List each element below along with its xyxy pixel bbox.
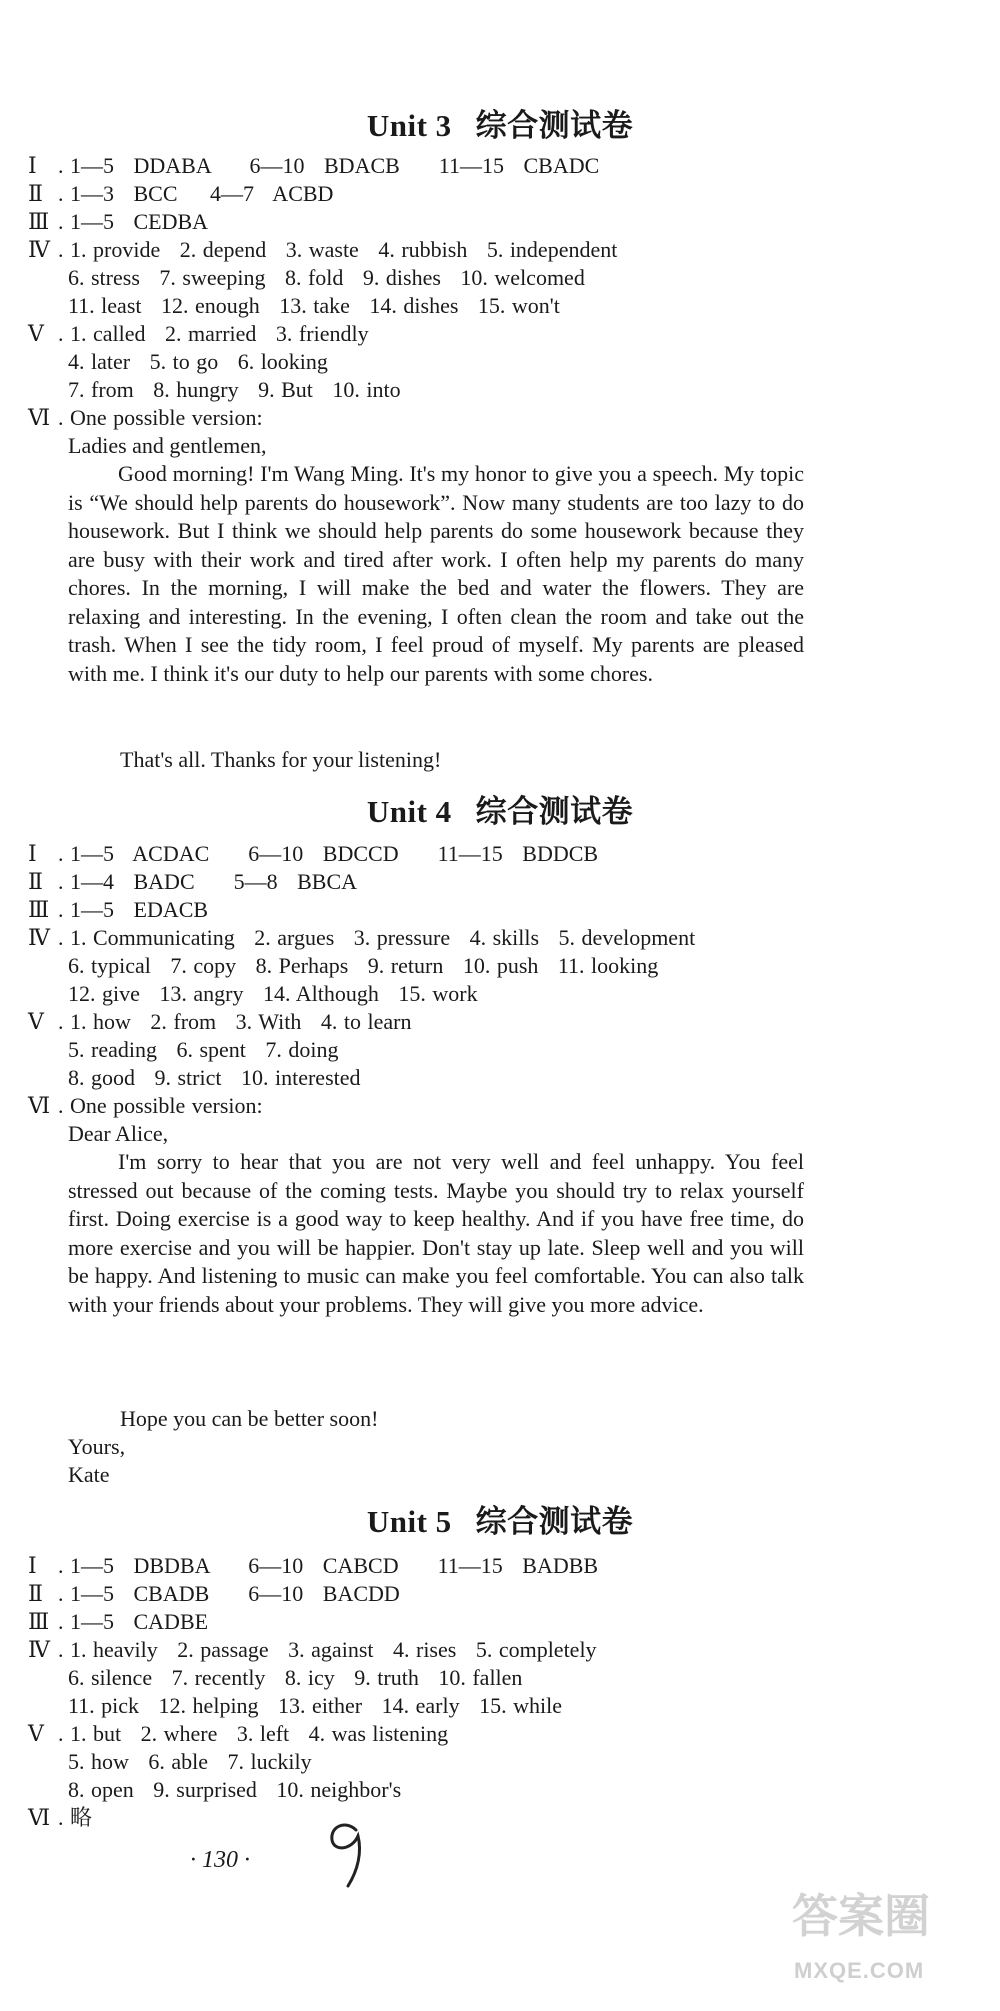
unit-4-line-7 (28, 1008, 411, 1036)
answer-text: . 1—5 EDACB (58, 897, 209, 922)
answer-text: 8. good 9. strict 10. interested (68, 1065, 361, 1090)
unit-5-line-5 (68, 1664, 522, 1692)
answer-text: 6. typical 7. copy 8. Perhaps 9. return 10. push 11. looking (68, 953, 659, 978)
answer-text: . 1—5 CBADB 6—10 BACDD (58, 1581, 400, 1606)
unit-4-title-cn: 综合测试卷 (475, 794, 634, 829)
answer-text: 12. give 13. angry 14. Although 15. work (68, 981, 478, 1006)
watermark-logo: 答案圈 (792, 1889, 930, 1943)
answer-text: . One possible version: (58, 405, 263, 430)
unit-3-line-8 (68, 348, 328, 376)
unit-3-line-3 (28, 208, 208, 236)
section-numeral: Ⅴ (28, 321, 44, 346)
unit-4-line-9 (68, 1064, 361, 1092)
page-number: · 130 · (190, 1847, 250, 1873)
answer-text: 11. least 12. enough 13. take 14. dishes 15. won't (68, 293, 560, 318)
answer-text: . 1. called 2. married 3. friendly (58, 321, 369, 346)
section-numeral: Ⅳ (28, 925, 50, 950)
unit-3-essay-closing: That's all. Thanks for your listening! (120, 747, 442, 772)
unit-3-line-9 (68, 376, 401, 404)
section-numeral: Ⅵ (28, 405, 51, 430)
answer-text: 6. silence 7. recently 8. icy 9. truth 10. fallen (68, 1665, 523, 1690)
handwritten-mark (318, 1812, 378, 1897)
section-numeral: Ⅲ (28, 1609, 50, 1634)
unit-4-line-1 (28, 840, 598, 868)
answer-text: 6. stress 7. sweeping 8. fold 9. dishes 10. welcomed (68, 265, 585, 290)
section-numeral: Ⅴ (28, 1721, 44, 1746)
answer-text: 8. open 9. surprised 10. neighbor's (68, 1777, 402, 1802)
unit-5-title-en: Unit 5 (366, 1504, 452, 1539)
answer-text: . 1—5 DDABA 6—10 BDACB 11—15 CBADC (58, 153, 600, 178)
watermark-site: MXQE.COM (794, 1958, 925, 1983)
unit-5-line-6 (68, 1692, 562, 1720)
unit-3-essay-paragraph: Good morning! I'm Wang Ming. It's my honor to give you a speech. My topic is “We should help parents do housework”. Now many students are too lazy to do housework. But I think we should help parents do some housework because they are busy with their work and tired after work. I often help my parents do many chores. In the morning, I will make the bed and water the flowers. They are relaxing and interesting. In the evening, I often clean the room and take out the trash. When I see the tidy room, I feel proud of myself. My parents are pleased with me. I think it's our duty to help our parents with some chores. (68, 461, 804, 686)
answer-text: 5. reading 6. spent 7. doing (68, 1037, 339, 1062)
answer-text: . 1. provide 2. depend 3. waste 4. rubbish 5. independent (58, 237, 618, 262)
unit-5-line-2 (28, 1580, 400, 1608)
section-numeral: Ⅳ (28, 237, 50, 262)
section-numeral: Ⅴ (28, 1009, 44, 1034)
section-numeral: Ⅰ (28, 153, 37, 178)
unit-4-title (0, 786, 1000, 831)
answer-text: 4. later 5. to go 6. looking (68, 349, 328, 374)
unit-4-line-4 (28, 924, 695, 952)
unit-4-line-3 (28, 896, 208, 924)
unit-3-line-1 (28, 152, 599, 180)
unit-5-title-cn: 综合测试卷 (475, 1504, 634, 1539)
unit-5-line-7 (28, 1720, 448, 1748)
unit-4-line-6 (68, 980, 478, 1008)
watermark (782, 1880, 992, 2000)
unit-5-line-9 (68, 1776, 401, 1804)
unit-3-line-10 (28, 404, 263, 432)
unit-5-line-3 (28, 1608, 208, 1636)
unit-3-line-5 (68, 264, 585, 292)
unit-3-greeting: Ladies and gentlemen, (68, 433, 267, 458)
answer-text: . 1—3 BCC 4—7 ACBD (58, 181, 334, 206)
answer-text: . 1—4 BADC 5—8 BBCA (58, 869, 358, 894)
unit-4-line-10 (28, 1092, 263, 1120)
unit-4-line-5 (68, 952, 658, 980)
answer-text: . 1—5 CEDBA (58, 209, 209, 234)
section-numeral: Ⅲ (28, 209, 50, 234)
answer-text: . One possible version: (58, 1093, 263, 1118)
unit-3-title-en: Unit 3 (366, 108, 452, 143)
unit-3-line-4 (28, 236, 617, 264)
section-numeral: Ⅲ (28, 897, 50, 922)
section-numeral: Ⅱ (28, 1581, 43, 1606)
answer-text: . 略 (58, 1805, 93, 1830)
section-numeral: Ⅳ (28, 1637, 50, 1662)
unit-5-line-4 (28, 1636, 597, 1664)
answer-text: . 1. how 2. from 3. With 4. to learn (58, 1009, 412, 1034)
answer-text: . 1—5 CADBE (58, 1609, 209, 1634)
answer-text: . 1—5 DBDBA 6—10 CABCD 11—15 BADBB (58, 1553, 599, 1578)
section-numeral: Ⅵ (28, 1805, 51, 1830)
unit-3-title-cn: 综合测试卷 (475, 108, 634, 143)
handwritten-nine-icon (318, 1812, 378, 1892)
unit-3-line-2 (28, 180, 333, 208)
unit-4-line-8 (68, 1036, 339, 1064)
unit-4-letter-paragraph: I'm sorry to hear that you are not very well and feel unhappy. You feel stressed out because of the coming tests. Maybe you should try to relax yourself first. Doing exercise is a good way to keep healthy. And if you have free time, do more exercise and you will be happier. Don't stay up late. Sleep well and you will be happy. And listening to music can make you feel comfortable. You can also talk with your friends about your problems. They will give you more advice. (68, 1149, 804, 1317)
section-numeral: Ⅰ (28, 841, 37, 866)
unit-3-line-7 (28, 320, 369, 348)
unit-3-title (0, 100, 1000, 145)
unit-4-letter-closing: Hope you can be better soon! (120, 1406, 379, 1431)
section-numeral: Ⅰ (28, 1553, 37, 1578)
answer-text: . 1. heavily 2. passage 3. against 4. rises 5. completely (58, 1637, 597, 1662)
answer-text: 5. how 6. able 7. luckily (68, 1749, 312, 1774)
answer-text: 11. pick 12. helping 13. either 14. early 15. while (68, 1693, 562, 1718)
unit-4-signature: Kate (68, 1462, 110, 1487)
answer-text: 7. from 8. hungry 9. But 10. into (68, 377, 401, 402)
section-numeral: Ⅵ (28, 1093, 51, 1118)
unit-4-sign-off: Yours, (68, 1434, 126, 1459)
unit-4-greeting: Dear Alice, (68, 1121, 169, 1146)
unit-5-line-10 (28, 1804, 92, 1832)
section-numeral: Ⅱ (28, 181, 43, 206)
unit-3-line-6 (68, 292, 560, 320)
unit-5-title (0, 1496, 1000, 1541)
answer-text: . 1—5 ACDAC 6—10 BDCCD 11—15 BDDCB (58, 841, 599, 866)
answer-text: . 1. Communicating 2. argues 3. pressure 4. skills 5. development (58, 925, 696, 950)
unit-4-title-en: Unit 4 (366, 794, 452, 829)
unit-4-line-2 (28, 868, 357, 896)
unit-5-line-8 (68, 1748, 312, 1776)
answer-text: . 1. but 2. where 3. left 4. was listening (58, 1721, 449, 1746)
unit-5-line-1 (28, 1552, 598, 1580)
section-numeral: Ⅱ (28, 869, 43, 894)
